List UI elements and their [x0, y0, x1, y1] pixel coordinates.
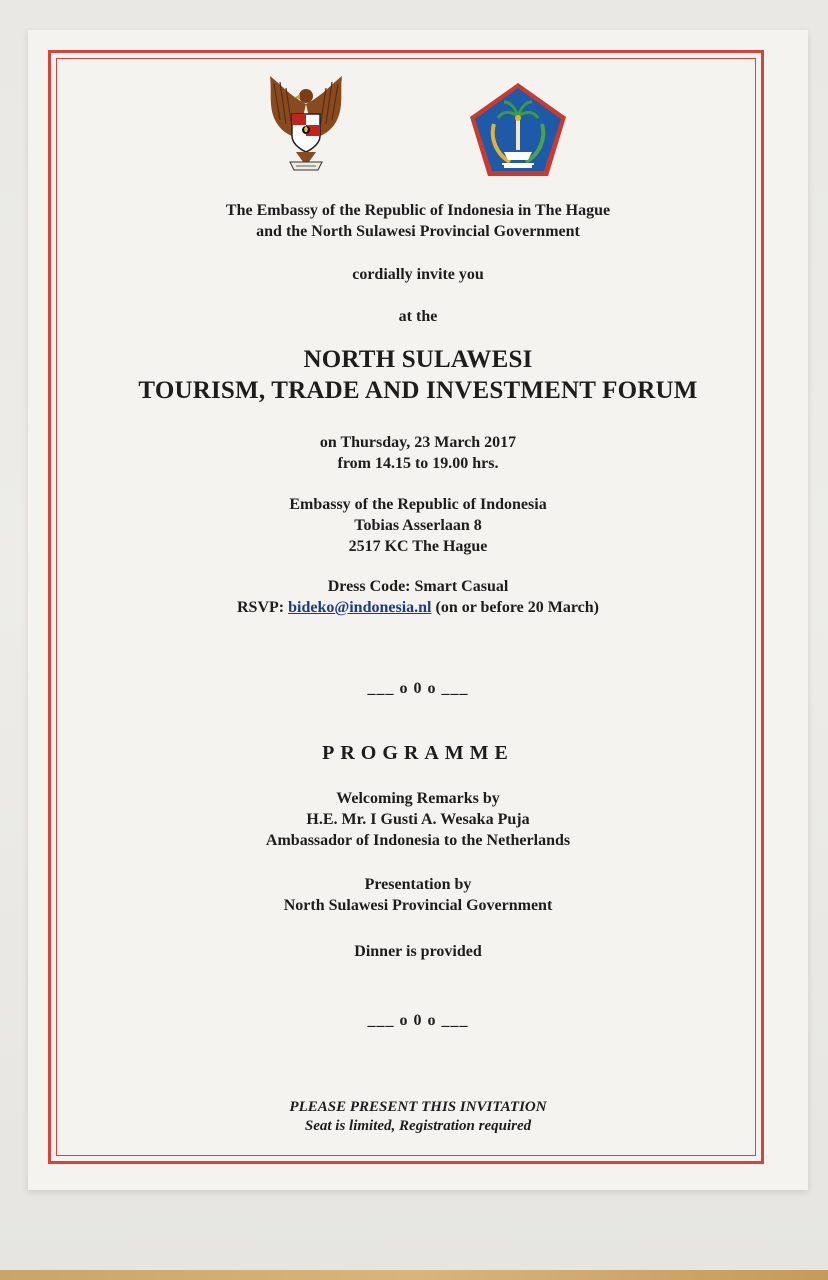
- footer-line-2: Seat is limited, Registration required: [304, 1118, 532, 1134]
- at-line-block: [28, 306, 808, 327]
- dinner-block: [28, 941, 808, 962]
- footer-block: [28, 1098, 808, 1136]
- rsvp-label: RSVP:: [236, 599, 285, 616]
- welcome-line-3: Ambassador of Indonesia to the Netherlands: [265, 832, 571, 849]
- date-line: on Thursday, 23 March 2017: [319, 434, 517, 451]
- welcome-block: [28, 788, 808, 851]
- separator-1-block: [28, 680, 808, 698]
- time-line: from 14.15 to 19.00 hrs.: [337, 455, 499, 472]
- presentation-line-2: North Sulawesi Provincial Government: [283, 897, 553, 914]
- separator-2-block: [28, 1012, 808, 1030]
- programme-heading-block: [28, 742, 808, 765]
- presentation-block: [28, 874, 808, 916]
- event-title-line-1: NORTH SULAWESI: [303, 346, 533, 373]
- programme-heading: PROGRAMME: [322, 742, 514, 764]
- invitation-sheet: [28, 30, 808, 1190]
- venue-line-3: 2517 KC The Hague: [348, 538, 488, 555]
- invite-line: cordially invite you: [352, 266, 484, 283]
- separator: ___ o 0 o ___: [367, 680, 469, 697]
- footer-line-1: PLEASE PRESENT THIS INVITATION: [289, 1099, 547, 1115]
- logos-row: [28, 74, 808, 184]
- invite-line-block: [28, 264, 808, 285]
- rsvp-line: [28, 597, 808, 618]
- rsvp-note: (on or before 20 March): [435, 599, 600, 616]
- dress-code: Dress Code: Smart Casual: [327, 578, 509, 595]
- host-line-2: and the North Sulawesi Provincial Government: [256, 223, 580, 240]
- hosts-block: [28, 200, 808, 242]
- presentation-line-1: Presentation by: [364, 876, 472, 893]
- dinner-line: Dinner is provided: [354, 943, 482, 960]
- venue-block: [28, 494, 808, 557]
- date-time-block: [28, 432, 808, 474]
- welcome-line-2: H.E. Mr. I Gusti A. Wesaka Puja: [306, 811, 530, 828]
- at-line: at the: [398, 308, 438, 325]
- host-line-1: The Embassy of the Republic of Indonesia in The Hague: [225, 202, 611, 219]
- venue-line-1: Embassy of the Republic of Indonesia: [289, 496, 547, 513]
- venue-line-2: Tobias Asserlaan 8: [354, 517, 482, 534]
- separator: ___ o 0 o ___: [367, 1012, 469, 1029]
- desk-edge: [0, 1270, 828, 1280]
- provincial-emblem-icon: [466, 80, 570, 180]
- event-title: [28, 344, 808, 406]
- dress-rsvp-block: [28, 576, 808, 618]
- welcome-line-1: Welcoming Remarks by: [336, 790, 500, 807]
- rsvp-email-link[interactable]: bideko@indonesia.nl: [288, 599, 432, 616]
- event-title-line-2: TOURISM, TRADE AND INVESTMENT FORUM: [138, 377, 698, 404]
- garuda-emblem-icon: [260, 74, 352, 178]
